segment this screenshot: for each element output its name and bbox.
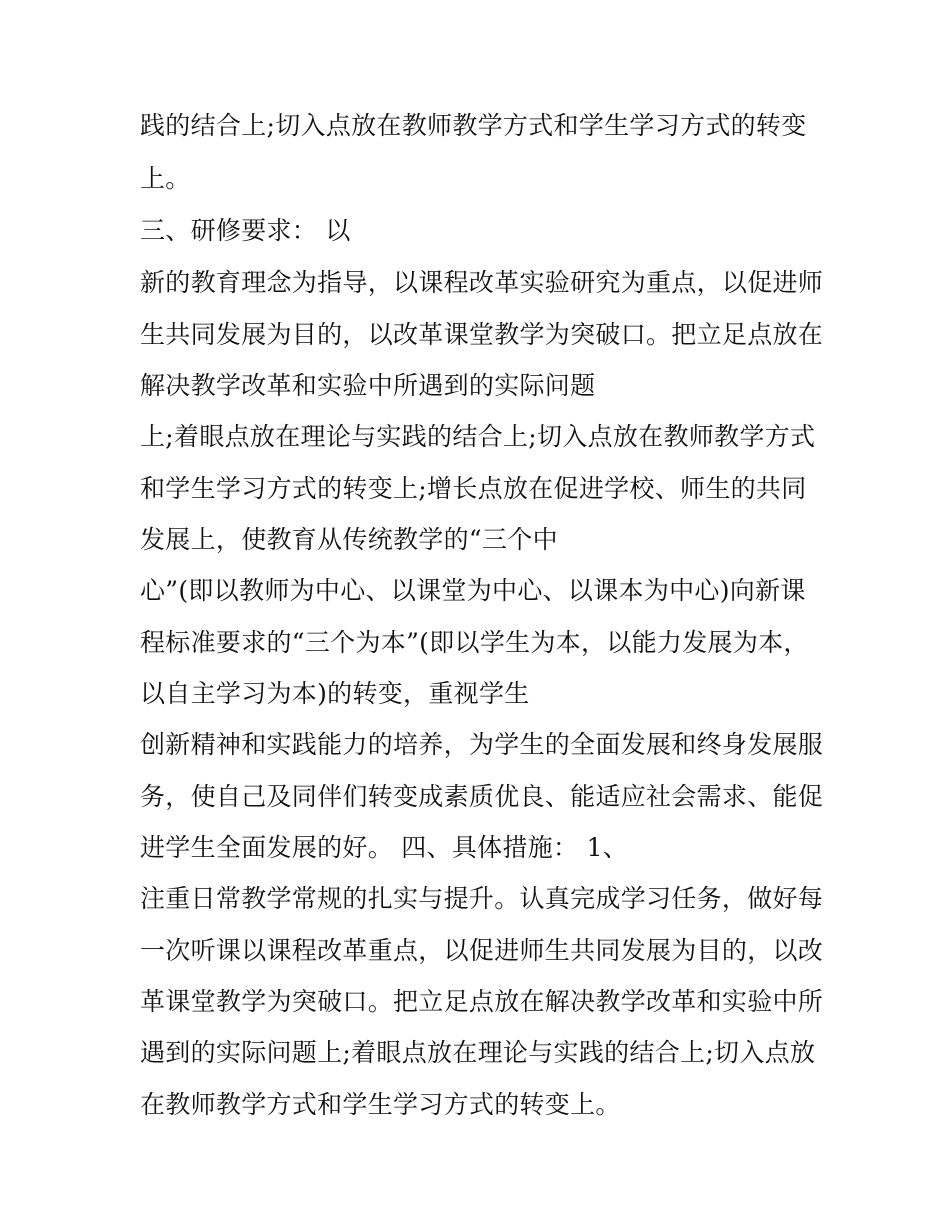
text-line: 在教师教学方式和学生学习方式的转变上。 xyxy=(140,1090,621,1119)
text-line: 以自主学习为本)的转变，重视学生 xyxy=(140,679,530,708)
text-line: 上;着眼点放在理论与实践的结合上;切入点放在教师教学方式 xyxy=(140,422,816,451)
text-line: 践的结合上;切入点放在教师教学方式和学生学习方式的转变 xyxy=(140,111,807,140)
text-line: 务，使自己及同伴们转变成素质优良、能适应社会需求、能促 xyxy=(140,782,824,811)
text-line: 进学生全面发展的好。 四、具体措施： 1、 xyxy=(140,833,629,862)
text-line: 和学生学习方式的转变上;增长点放在促进学校、师生的共同 xyxy=(140,474,807,503)
text-line: 注重日常教学常规的扎实与提升。认真完成学习任务，做好每 xyxy=(140,884,824,913)
text-line: 发展上，使教育从传统教学的“三个中 xyxy=(140,525,558,554)
text-line: 心”(即以教师为中心、以课堂为中心、以课本为中心)向新课 xyxy=(140,576,806,605)
text-line: 程标准要求的“三个为本”(即以学生为本，以能力发展为本， xyxy=(140,628,809,657)
text-line: 新的教育理念为指导，以课程改革实验研究为重点，以促进师 xyxy=(140,268,824,297)
text-line: 革课堂教学为突破口。把立足点放在解决教学改革和实验中所 xyxy=(140,987,824,1016)
text-line: 一次听课以课程改革重点，以促进师生共同发展为目的，以改 xyxy=(140,936,824,965)
text-line: 上。 xyxy=(140,164,191,193)
section-heading: 三、研修要求： 以 xyxy=(140,216,351,245)
text-line: 解决教学改革和实验中所遇到的实际问题 xyxy=(140,371,596,400)
text-line: 生共同发展为目的，以改革课堂教学为突破口。把立足点放在 xyxy=(140,320,824,349)
text-line: 创新精神和实践能力的培养，为学生的全面发展和终身发展服 xyxy=(140,730,824,759)
text-line: 遇到的实际问题上;着眼点放在理论与实践的结合上;切入点放 xyxy=(140,1038,816,1067)
